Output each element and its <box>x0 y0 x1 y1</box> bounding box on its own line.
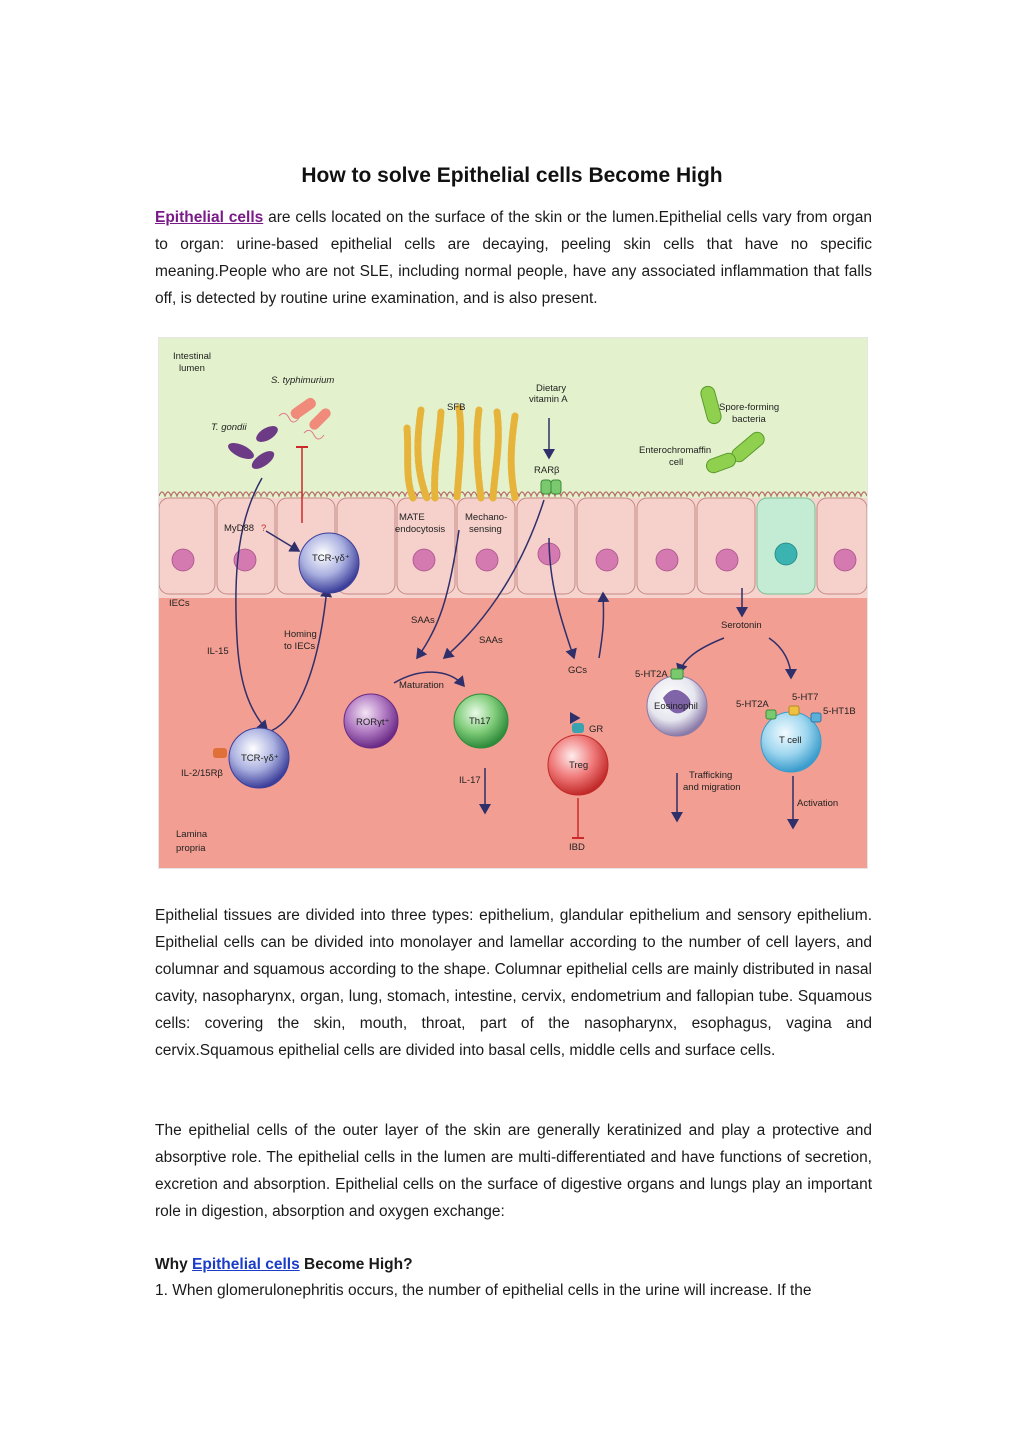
label-activation: Activation <box>797 798 839 809</box>
label-maturation: Maturation <box>399 680 444 691</box>
label-gr: GR <box>589 724 604 735</box>
label-question: ? <box>261 523 267 534</box>
label-serotonin: Serotonin <box>721 620 762 631</box>
label-lamina-2: propria <box>176 843 206 854</box>
label-ibd: IBD <box>569 842 585 853</box>
label-5ht2a-2: 5-HT2A <box>736 699 769 710</box>
label-t-cell: T cell <box>779 735 802 746</box>
epithelial-cells-link[interactable]: Epithelial cells <box>155 209 264 226</box>
label-il15: IL-15 <box>207 646 229 657</box>
rarb-receptor <box>541 480 561 494</box>
paragraph-epithelial-types: Epithelial tissues are divided into three types: epithelium, glandular epithelium and sensory epithelium. Epithelial cells can be divided into monolayer and lamellar according to the number of cell layers, and columnar and squamous according to the shape. Columnar epithelial cells are mainly distributed in nasal cavity, nasopharynx, organ, lung, stomach, intestine, cervix, endometrium and fallopian tube. Squamous cells: covering the skin, mouth, throat, part of the nasopharynx, esophagus, vagina and cervix.Squamous epithelial cells are divided into basal cells, middle cells and surface cells. <box>155 907 872 1059</box>
label-saas-1: SAAs <box>411 615 435 626</box>
label-5ht7: 5-HT7 <box>792 692 819 703</box>
intro-paragraph <box>155 204 872 312</box>
label-homing-1: Homing <box>284 629 317 640</box>
label-trafficking-2: and migration <box>683 782 741 793</box>
label-sfb: SFB <box>447 402 466 413</box>
immunology-diagram <box>158 337 868 869</box>
label-s-typhimurium: S. typhimurium <box>271 375 335 386</box>
label-mate-2: endocytosis <box>395 524 446 535</box>
gr-receptor <box>572 723 584 733</box>
epithelial-cell-row <box>159 492 867 594</box>
label-mechano-1: Mechano- <box>465 512 508 523</box>
label-il2-15rb: IL-2/15Rβ <box>181 768 223 779</box>
label-tcr-bottom: TCR-γδ⁺ <box>241 753 279 764</box>
label-dietary-1: Dietary <box>536 383 567 394</box>
why-suffix: Become High? <box>299 1256 413 1273</box>
label-5ht2a-1: 5-HT2A <box>635 669 668 680</box>
label-myd88: MyD88 <box>224 523 255 534</box>
label-saas-2: SAAs <box>479 635 503 646</box>
page-title: How to solve Epithelial cells Become High <box>301 164 723 187</box>
label-spore-2: bacteria <box>732 414 766 425</box>
label-intestinal-lumen-1: Intestinal <box>173 351 212 362</box>
list-item-1: 1. When glomerulonephritis occurs, the number of epithelial cells in the urine will increase. If the <box>155 1282 812 1299</box>
label-5ht1b: 5-HT1B <box>823 706 856 717</box>
paragraph-skin-epithelium: The epithelial cells of the outer layer of the skin are generally keratinized and play a protective and absorptive role. The epithelial cells in the lumen are multi-differentiated and have functions of secretion, excretion and absorption. Epithelial cells on the surface of digestive organs and lungs play an important role in digestion, absorption and oxygen exchange: <box>155 1122 872 1220</box>
label-t-gondii: T. gondii <box>211 422 247 433</box>
label-iecs: IECs <box>169 598 190 609</box>
label-mate-1: MATE <box>399 512 425 523</box>
label-eosinophil: Eosinophil <box>654 701 698 712</box>
why-prefix: Why <box>155 1256 193 1273</box>
label-rarb: RARβ <box>534 465 560 476</box>
label-gcs: GCs <box>568 665 587 676</box>
label-dietary-2: vitamin A <box>529 394 568 405</box>
label-enterochromaffin-1: Enterochromaffin <box>639 445 712 456</box>
label-mechano-2: sensing <box>469 524 502 535</box>
label-intestinal-lumen-2: lumen <box>179 363 205 374</box>
label-enterochromaffin-2: cell <box>669 457 684 468</box>
label-homing-2: to IECs <box>284 641 316 652</box>
label-trafficking-1: Trafficking <box>689 770 733 781</box>
label-lamina-1: Lamina <box>176 829 208 840</box>
heading-why <box>155 1251 872 1278</box>
label-treg: Treg <box>569 760 589 771</box>
epithelial-cells-link-2[interactable]: Epithelial cells <box>192 1256 300 1273</box>
label-rorgt: RORγt⁺ <box>356 717 390 728</box>
label-tcr-top: TCR-γδ⁺ <box>312 553 350 564</box>
il2-15rb-receptor <box>213 748 227 758</box>
intro-text: are cells located on the surface of the skin or the lumen.Epithelial cells vary from organ to organ: urine-based epithelial cells are decaying, peeling skin cells that have no specific meaning.People who are not SLE, including normal people, have any associated inflammation that falls off, is detected by routine urine examination, and is also present. <box>155 209 873 307</box>
label-th17: Th17 <box>469 716 491 727</box>
label-spore-1: Spore-forming <box>719 402 780 413</box>
label-il17: IL-17 <box>459 775 481 786</box>
